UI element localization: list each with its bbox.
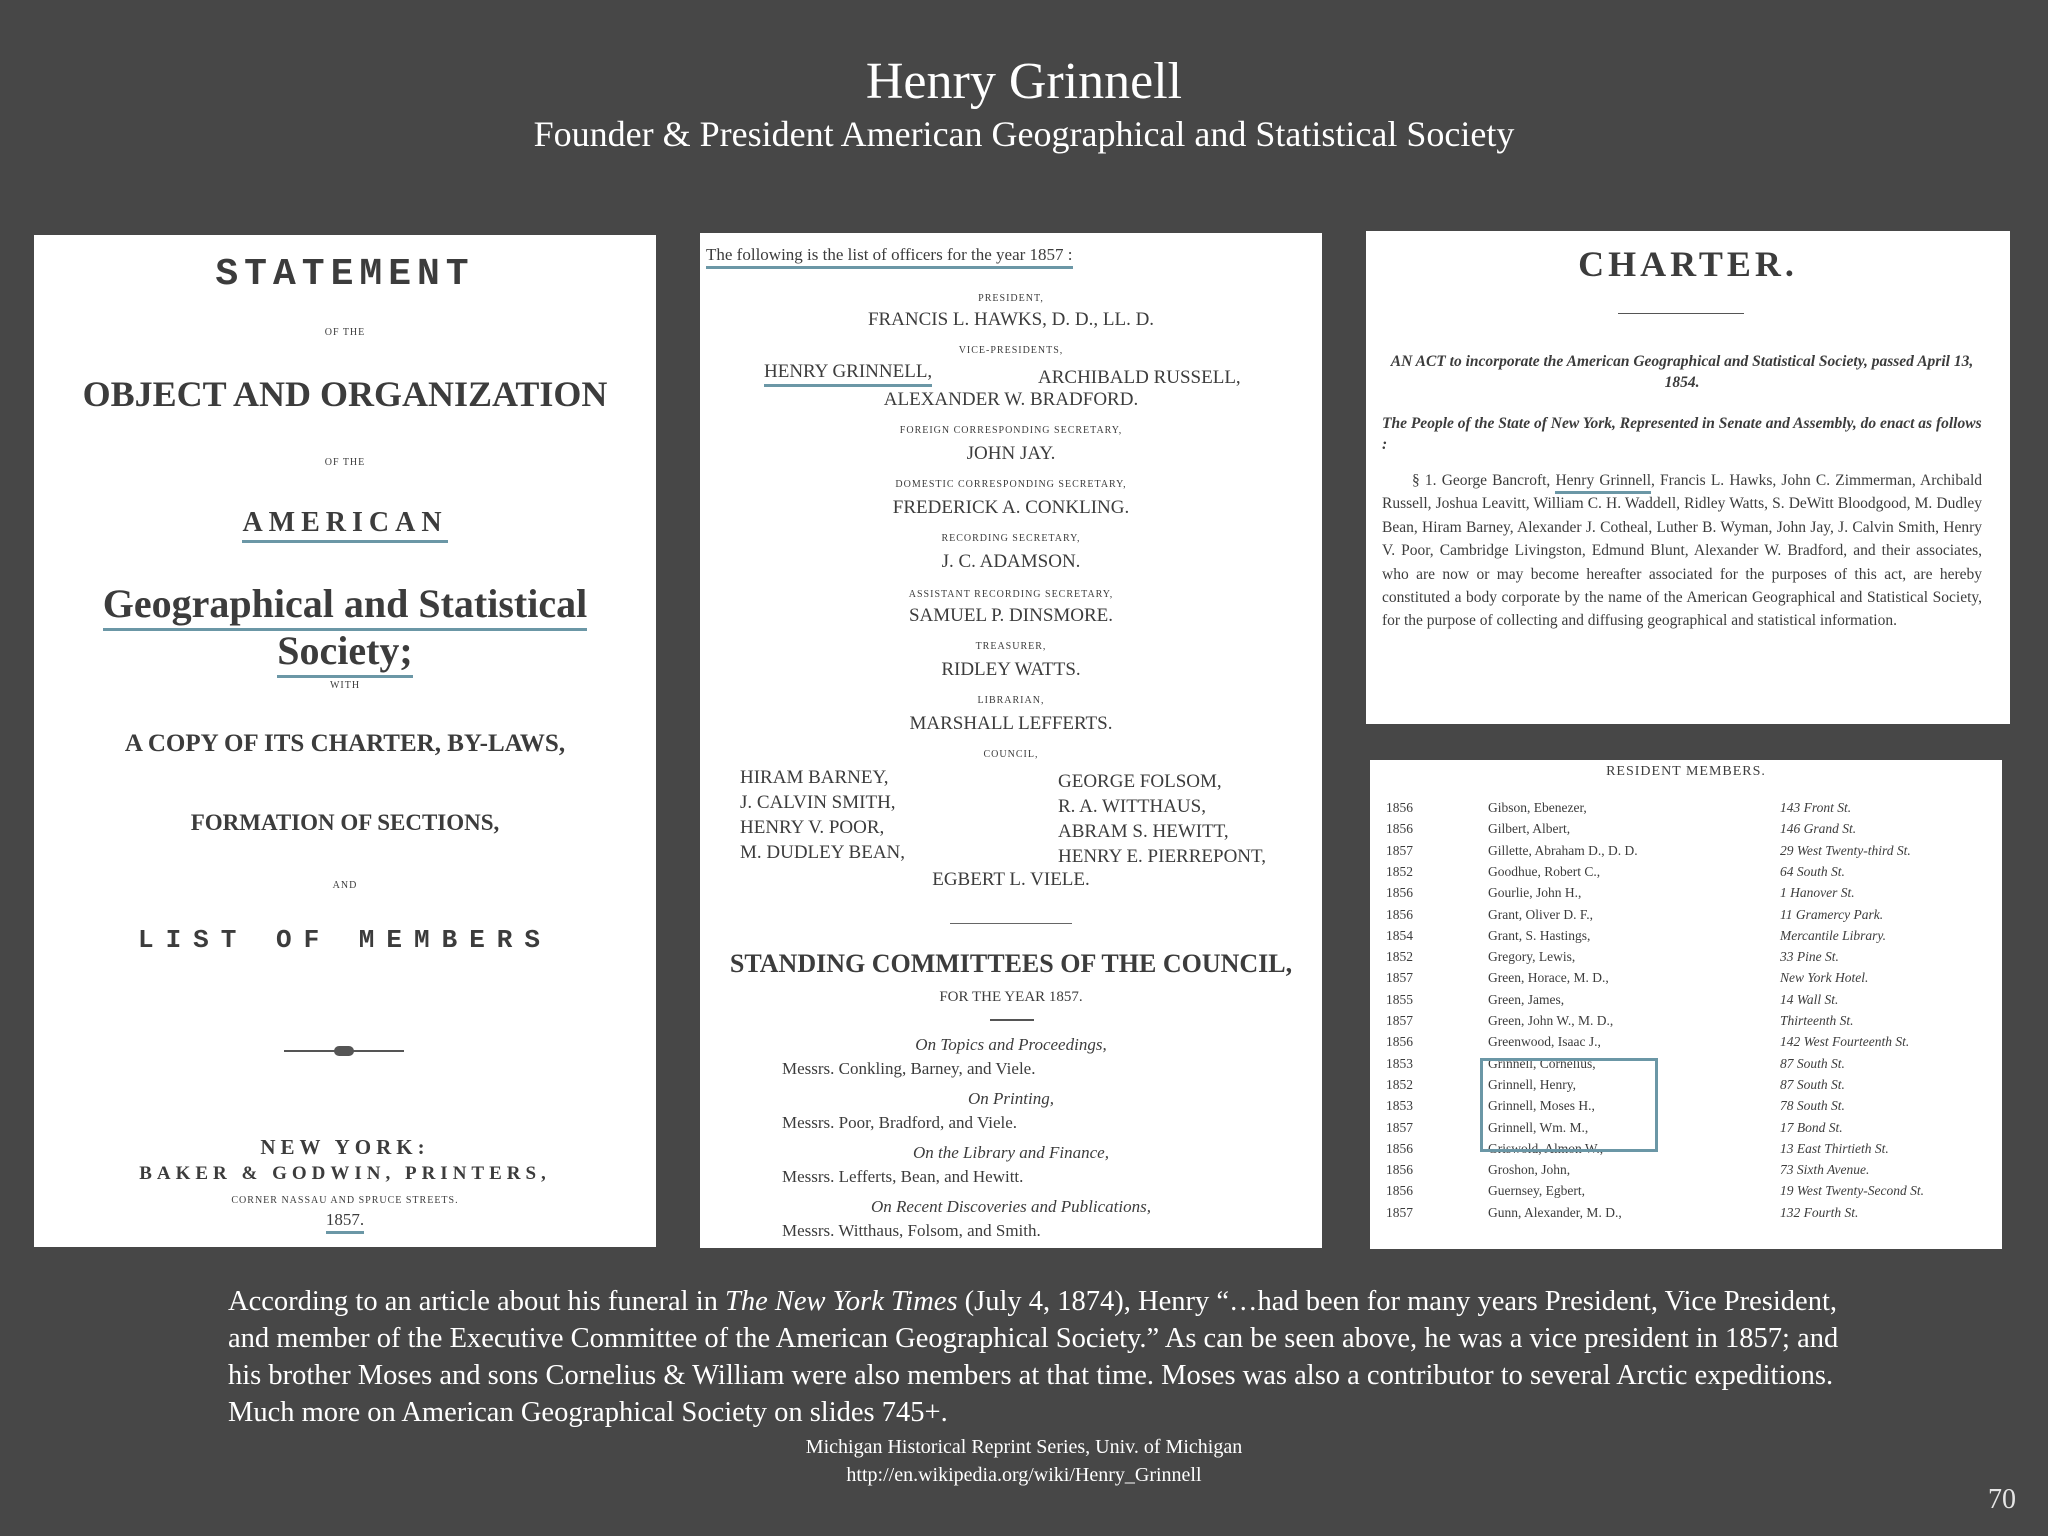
member-year: 1856 [1386, 1034, 1413, 1050]
president-name: FRANCIS L. HAWKS, D. D., LL. D. [867, 309, 1155, 330]
member-year: 1853 [1386, 1055, 1413, 1071]
caption-newspaper: The New York Times [725, 1286, 958, 1317]
member-row [1370, 1120, 2002, 1141]
member-name: Green, James, [1488, 991, 1565, 1007]
member-year: 1856 [1386, 1140, 1413, 1156]
member-name: Gillette, Abraham D., D. D. [1488, 842, 1638, 858]
recording-secretary-name: J. C. ADAMSON. [941, 551, 1081, 572]
officers-intro-text: The following is the list of officers for the year 1857 : [706, 245, 1073, 269]
slide-subtitle: Founder & President American Geographical and Statistical Society [533, 114, 1515, 154]
member-name: Gibson, Ebenezer, [1488, 800, 1587, 815]
vp-henry-grinnell-text: HENRY GRINNELL, [764, 361, 932, 387]
address-line: CORNER NASSAU AND SPRUCE STREETS. [231, 1195, 459, 1206]
treasurer-label: TREASURER, [975, 641, 1047, 652]
statement-heading: STATEMENT [215, 253, 475, 296]
member-address: 142 West Fourteenth St. [1780, 1034, 1910, 1050]
member-name: Grant, S. Hastings, [1488, 927, 1591, 943]
committee-topics-members: Messrs. Conkling, Barney, and Viele. [782, 1059, 1036, 1078]
charter-enact: The People of the State of New York, Represented in Senate and Assembly, do enact as follows : [1382, 415, 1982, 453]
member-address: New York Hotel. [1780, 970, 1869, 986]
member-row [1370, 1205, 2002, 1226]
member-name: Grinnell, Cornelius, [1488, 1055, 1596, 1071]
caption-paragraph [228, 1283, 1868, 1431]
treasurer-name: RIDLEY WATTS. [941, 659, 1081, 680]
member-row [1370, 885, 2002, 906]
council-label: COUNCIL, [983, 749, 1039, 760]
ornament-dots [334, 1046, 354, 1056]
council-member: ABRAM S. HEWITT, [1058, 821, 1229, 842]
recording-secretary-label: RECORDING SECRETARY, [941, 533, 1081, 544]
foreign-secretary-label: FOREIGN CORRESPONDING SECRETARY, [899, 425, 1123, 436]
member-address: 132 Fourth St. [1780, 1204, 1859, 1220]
member-name: Grant, Oliver D. F., [1488, 906, 1594, 922]
new-york-line: NEW YORK: [260, 1135, 430, 1159]
member-year: 1856 [1386, 800, 1413, 815]
assistant-secretary-name: SAMUEL P. DINSMORE. [908, 605, 1114, 626]
council-member: HENRY E. PIERREPONT, [1058, 846, 1266, 867]
committees-year: FOR THE YEAR 1857. [939, 989, 1083, 1005]
member-year: 1852 [1386, 863, 1413, 879]
page-number: 70 [1988, 1484, 2016, 1515]
domestic-secretary-name: FREDERICK A. CONKLING. [892, 497, 1130, 518]
member-address: Thirteenth St. [1780, 1013, 1854, 1028]
charter-henry-grinnell: Henry Grinnell [1555, 472, 1651, 494]
member-row [1370, 821, 2002, 842]
and-label: AND [332, 880, 358, 891]
caption-pre: According to an article about his funeral in [228, 1286, 725, 1317]
vice-presidents-label: VICE-PRESIDENTS, [958, 345, 1064, 356]
year-line [34, 1210, 656, 1230]
council-member: HENRY V. POOR, [740, 817, 885, 838]
of-the-label-2: OF THE [324, 457, 366, 468]
member-year: 1856 [1386, 1183, 1413, 1199]
member-name: Gourlie, John H., [1488, 885, 1582, 901]
charter-bylaws-line: A COPY OF ITS CHARTER, BY-LAWS, [124, 730, 566, 757]
committee-library-members: Messrs. Lefferts, Bean, and Hewitt. [782, 1167, 1024, 1186]
member-name: Gregory, Lewis, [1488, 949, 1576, 965]
member-row [1370, 1034, 2002, 1055]
council-right-column [1058, 769, 1266, 869]
year-highlight: 1857. [326, 1210, 364, 1234]
librarian-label: LIBRARIAN, [977, 695, 1045, 706]
member-row [1370, 907, 2002, 928]
member-year: 1856 [1386, 906, 1413, 922]
member-row [1370, 992, 2002, 1013]
committee-library-heading: On the Library and Finance, [913, 1143, 1109, 1162]
member-address: 87 South St. [1780, 1055, 1845, 1071]
council-left-column [740, 765, 905, 865]
with-label: WITH [329, 680, 361, 691]
member-row [1370, 1056, 2002, 1077]
council-member: R. A. WITTHAUS, [1058, 796, 1206, 817]
president-label: PRESIDENT, [978, 293, 1044, 304]
charter-section-1 [1382, 469, 1982, 633]
member-address: 143 Front St. [1780, 800, 1852, 815]
resident-members-title: RESIDENT MEMBERS. [1606, 764, 1766, 779]
member-year: 1857 [1386, 1119, 1413, 1135]
member-address: 13 East Thirtieth St. [1780, 1140, 1889, 1156]
member-address: 64 South St. [1780, 863, 1845, 879]
officers-list-image [700, 233, 1322, 1248]
member-year: 1856 [1386, 821, 1413, 837]
member-name: Goodhue, Robert C., [1488, 863, 1601, 879]
committees-divider [990, 1019, 1034, 1021]
member-row [1370, 1013, 2002, 1034]
american-heading [34, 507, 656, 539]
charter-act: AN ACT to incorporate the American Geographical and Statistical Society, passed April 13, 1854. [1390, 353, 1974, 391]
member-year: 1853 [1386, 1098, 1413, 1114]
society-highlight: Geographical and Statistical Society; [103, 581, 587, 678]
officers-divider [950, 923, 1072, 924]
assistant-secretary-label: ASSISTANT RECORDING SECRETARY, [908, 589, 1114, 600]
member-address: 33 Pine St. [1780, 949, 1839, 965]
member-address: 29 West Twenty-third St. [1780, 842, 1911, 858]
member-row [1370, 1162, 2002, 1183]
member-address: 14 Wall St. [1780, 991, 1839, 1007]
member-name: Gunn, Alexander, M. D., [1488, 1204, 1622, 1220]
vp-alexander-bradford: ALEXANDER W. BRADFORD. [883, 389, 1139, 410]
member-year: 1852 [1386, 949, 1413, 965]
member-name: Griswold, Almon W., [1488, 1140, 1604, 1156]
member-year: 1857 [1386, 1013, 1413, 1028]
charter-divider [1618, 313, 1744, 314]
member-address: 11 Gramercy Park. [1780, 906, 1884, 922]
member-year: 1856 [1386, 885, 1413, 901]
foreign-secretary-name: JOHN JAY. [966, 443, 1056, 464]
council-member: HIRAM BARNEY, [740, 767, 889, 788]
member-address: 73 Sixth Avenue. [1780, 1162, 1870, 1178]
member-year: 1852 [1386, 1076, 1413, 1092]
member-name: Guernsey, Egbert, [1488, 1183, 1585, 1199]
society-heading [34, 580, 656, 674]
member-name: Grinnell, Wm. M., [1488, 1119, 1589, 1135]
committee-printing-heading: On Printing, [968, 1089, 1054, 1108]
member-year: 1854 [1386, 927, 1413, 943]
member-year: 1855 [1386, 991, 1413, 1007]
member-row [1370, 864, 2002, 885]
committee-discoveries-heading: On Recent Discoveries and Publications, [871, 1197, 1151, 1216]
printer-line: BAKER & GODWIN, PRINTERS, [139, 1163, 551, 1184]
slide-title: Henry Grinnell [865, 53, 1183, 110]
member-year: 1856 [1386, 1162, 1413, 1178]
charter-section-pre: § 1. George Bancroft, [1412, 472, 1556, 489]
member-row [1370, 1077, 2002, 1098]
member-row [1370, 800, 2002, 821]
members-line: LIST OF MEMBERS [137, 925, 553, 955]
charter-section-post: , Francis L. Hawks, John C. Zimmerman, Archibald Russell, Joshua Leavitt, William C. H. Waddell, Ridley Watts, S. DeWitt Bloodgood, M. Dudley Bean, Hiram Barney, Alexander J. Cotheal, Luther B. Wyman, John Jay, J. Calvin Smith, Henry V. Poor, Cambridge Livingston, Edmund Blunt, Alexander W. Bradford, and their associates, who are now or may become hereafter associated for the purposes of this act, are hereby constituted a body corporate by the name of the American Geographical and Statistical Society, for the purpose of collecting and diffusing geographical and statistical information. [1382, 472, 1983, 630]
member-name: Green, Horace, M. D., [1488, 970, 1609, 986]
member-address: 78 South St. [1780, 1098, 1845, 1114]
committee-topics-heading: On Topics and Proceedings, [915, 1035, 1107, 1054]
member-row [1370, 1098, 2002, 1119]
charter-image [1366, 231, 2010, 724]
committee-printing-members: Messrs. Poor, Bradford, and Viele. [782, 1113, 1018, 1132]
object-heading: OBJECT AND ORGANIZATION [82, 374, 608, 414]
member-row [1370, 970, 2002, 991]
vp-henry-grinnell [764, 361, 932, 383]
of-the-label-1: OF THE [324, 327, 366, 338]
member-year: 1857 [1386, 970, 1413, 986]
member-row [1370, 1141, 2002, 1162]
american-highlight: AMERICAN [242, 507, 447, 543]
resident-members-image [1370, 760, 2002, 1249]
charter-title: CHARTER. [1578, 244, 1798, 284]
member-year: 1857 [1386, 842, 1413, 858]
member-address: 146 Grand St. [1780, 821, 1857, 837]
member-row [1370, 949, 2002, 970]
council-member: J. CALVIN SMITH, [740, 792, 896, 813]
title-page-image [34, 235, 656, 1247]
committee-discoveries-members: Messrs. Witthaus, Folsom, and Smith. [782, 1221, 1041, 1240]
member-row [1370, 928, 2002, 949]
member-name: Greenwood, Isaac J., [1488, 1034, 1601, 1050]
member-address: 87 South St. [1780, 1076, 1845, 1092]
source-credit: Michigan Historical Reprint Series, Univ. of Michigan [805, 1436, 1243, 1458]
member-row [1370, 843, 2002, 864]
librarian-name: MARSHALL LEFFERTS. [909, 713, 1113, 734]
caption-text [228, 1283, 1868, 1431]
grinnell-highlight-box [1480, 1055, 1658, 1152]
member-name: Grinnell, Henry, [1488, 1076, 1576, 1092]
member-name: Grinnell, Moses H., [1488, 1098, 1595, 1114]
officers-intro [706, 245, 1073, 265]
member-row [1370, 1183, 2002, 1204]
council-member: M. DUDLEY BEAN, [740, 842, 906, 863]
source-url: http://en.wikipedia.org/wiki/Henry_Grinnell [846, 1464, 1202, 1486]
council-member: GEORGE FOLSOM, [1058, 771, 1222, 792]
member-address: Mercantile Library. [1780, 927, 1886, 943]
member-year: 1857 [1386, 1204, 1413, 1220]
member-name: Green, John W., M. D., [1488, 1013, 1614, 1028]
domestic-secretary-label: DOMESTIC CORRESPONDING SECRETARY, [895, 479, 1127, 490]
member-address: 19 West Twenty-Second St. [1780, 1183, 1924, 1199]
council-last-member: EGBERT L. VIELE. [932, 869, 1090, 890]
member-name: Groshon, John, [1488, 1162, 1571, 1178]
member-address: 1 Hanover St. [1780, 885, 1855, 901]
vp-archibald-russell: ARCHIBALD RUSSELL, [1038, 367, 1241, 388]
standing-committees-title: STANDING COMMITTEES OF THE COUNCIL, [729, 949, 1293, 978]
caption-post: (July 4, 1874), Henry “…had been for many years President, Vice President, and member of the Executive Committee of the American Geographical Society.” As can be seen above, he was a vice president in 1857; and his brother Moses and sons Cornelius & William were also members at that time. Moses was also a contributor to several Arctic expeditions. Much more on American Geographical Society on slides 745+. [228, 1286, 1839, 1428]
member-name: Gilbert, Albert, [1488, 821, 1571, 837]
member-address: 17 Bond St. [1780, 1119, 1843, 1135]
sections-line: FORMATION OF SECTIONS, [190, 810, 500, 835]
